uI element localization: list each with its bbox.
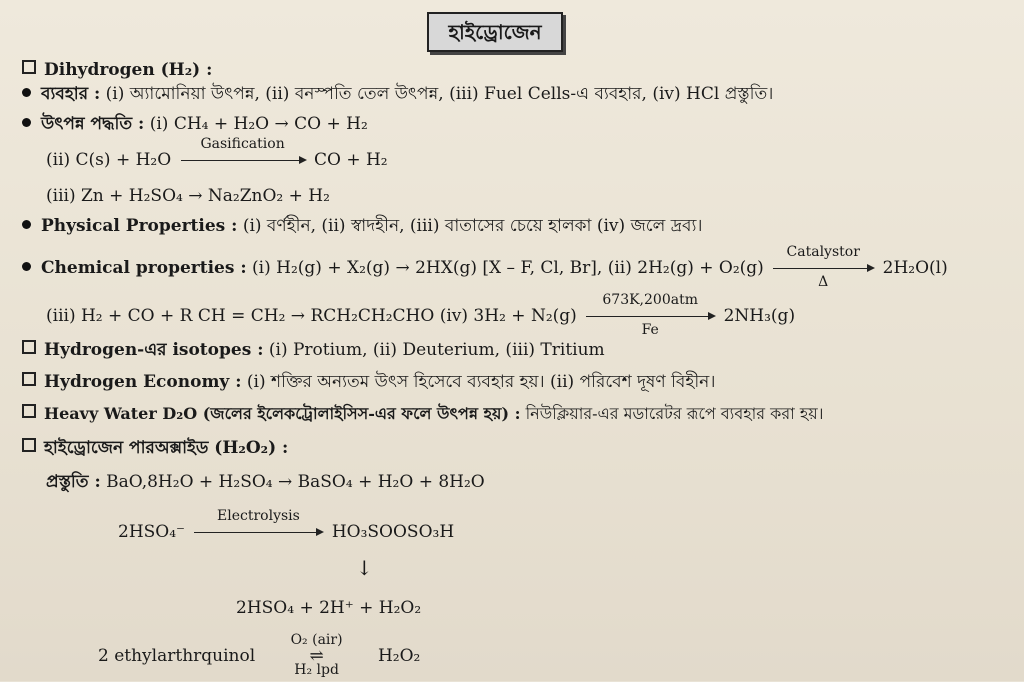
page-title: হাইড্রোজেন — [427, 12, 563, 52]
line-hydrogen-economy: Hydrogen Economy : (i) শক্তির অন্যতম উৎস হিসেবে ব্যবহার হয়। (ii) পরিবেশ দূষণ বিহীন। — [22, 370, 715, 394]
line-dihydrogen: Dihydrogen (H₂) : — [22, 58, 212, 82]
equilibrium-arrow-icon: ⇌ — [309, 646, 324, 666]
line-heavy-water: Heavy Water D₂O (জলের ইলেকট্রোলাইসিস-এর ফলে উৎপন্ন হয়) : নিউক্লিয়ার-এর মডারেটর রূপে ব্যবহার করা হয়। — [22, 402, 823, 426]
square-bullet-icon — [22, 438, 36, 452]
arrow-down-icon: ↓ — [356, 556, 373, 580]
arrow-right-icon — [586, 316, 714, 317]
dot-bullet-icon — [22, 262, 31, 271]
reaction-arrow: Gasification — [177, 148, 309, 172]
line-gasification: (ii) C(s) + H₂O Gasification CO + H₂ — [46, 136, 388, 170]
line-physical-properties: Physical Properties : (i) বর্ণহীন, (ii) স্বাদহীন, (iii) বাতাসের চেয়ে হালকা (iv) জলে দ্রব্য। — [22, 214, 702, 238]
line-production-methods: উৎপন্ন পদ্ধতি : (i) CH₄ + H₂O → CO + H₂ — [22, 112, 368, 136]
square-bullet-icon — [22, 60, 36, 74]
line-hydrogen-peroxide: হাইড্রোজেন পারঅক্সাইড (H₂O₂) : — [22, 436, 288, 460]
arrow-right-icon — [773, 268, 873, 269]
line-chemical-properties: Chemical properties : (i) H₂(g) + X₂(g) → 2HX(g) [X – F, Cl, Br], (ii) 2H₂(g) + O₂(g) Catalystor Δ 2H₂O(l) — [22, 256, 948, 280]
reaction-arrow: 673K,200atm Fe — [582, 304, 718, 328]
reaction-arrow: Catalystor Δ — [769, 256, 877, 280]
square-bullet-icon — [22, 372, 36, 386]
square-bullet-icon — [22, 404, 36, 418]
line-electrolysis: 2HSO₄⁻ Electrolysis HO₃SOOSO₃H — [118, 508, 455, 542]
line-peroxide-product: 2HSO₄ + 2H⁺ + H₂O₂ — [236, 598, 422, 618]
line-uses: ব্যবহার : (i) অ্যামোনিয়া উৎপন্ন, (ii) বনস্পতি তেল উৎপন্ন, (iii) Fuel Cells-এ ব্যবহার, (iv) HCl প্রস্তুতি। — [22, 82, 773, 106]
dot-bullet-icon — [22, 220, 31, 229]
equilibrium-arrow: O₂ (air) ⇌ H₂ lpd — [290, 632, 343, 678]
dot-bullet-icon — [22, 88, 31, 97]
line-preparation: প্রস্তুতি : BaO,8H₂O + H₂SO₄ → BaSO₄ + H₂O + 8H₂O — [46, 472, 485, 492]
line-anthraquinol: 2 ethylarthrquinol O₂ (air) ⇌ H₂ lpd H₂O₂ — [98, 632, 421, 678]
arrow-right-icon — [194, 532, 322, 533]
line-isotopes: Hydrogen-এর isotopes : (i) Protium, (ii) Deuterium, (iii) Tritium — [22, 338, 605, 362]
square-bullet-icon — [22, 340, 36, 354]
line-hydroformylation: (iii) H₂ + CO + R CH = CH₂ → RCH₂CH₂CHO (iv) 3H₂ + N₂(g) 673K,200atm Fe 2NH₃(g) — [46, 292, 796, 338]
reaction-arrow: Electrolysis — [190, 520, 326, 544]
line-zinc-reaction: (iii) Zn + H₂SO₄ → Na₂ZnO₂ + H₂ — [46, 186, 330, 206]
arrow-right-icon — [181, 160, 305, 161]
dot-bullet-icon — [22, 118, 31, 127]
